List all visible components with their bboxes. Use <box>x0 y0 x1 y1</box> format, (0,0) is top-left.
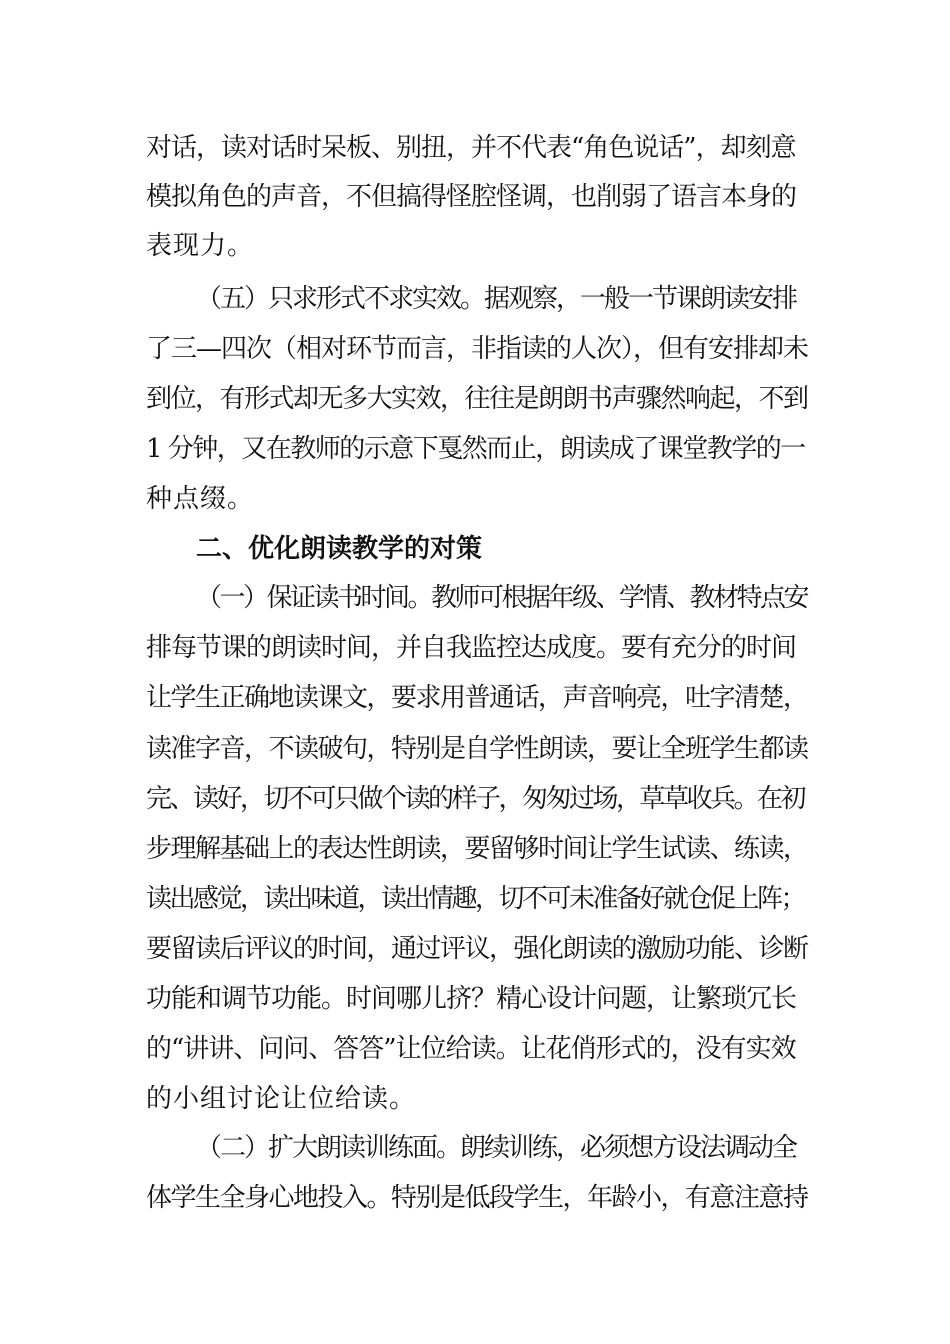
paragraph-line: 让学生正确地读课文，要求用普通话，声音响亮，吐字清楚， <box>146 683 808 713</box>
paragraph-line: 读出感觉，读出味道，读出情趣，切不可未准备好就仓促上阵； <box>146 884 805 914</box>
paragraph-line: 种点缀。 <box>146 484 255 514</box>
paragraph-line: （二）扩大朗读训练面。朗续训练，必须想方设法调动全 <box>196 1133 797 1163</box>
section-heading: 二、优化朗读教学的对策 <box>196 534 483 564</box>
paragraph-line: 了三—四次（相对环节而言，非指读的人次），但有安排却未 <box>146 334 809 364</box>
paragraph-line: 步理解基础上的表达性朗读，要留够时间让学生试读、练读， <box>146 834 808 864</box>
paragraph-line: 的小组讨论让位给读。 <box>146 1084 417 1114</box>
paragraph-line: 1 分钟，又在教师的示意下戛然而止，朗读成了课堂教学的一 <box>146 434 805 464</box>
paragraph-line: 读准字音，不读破句，特别是自学性朗读，要让全班学生都读 <box>146 734 808 764</box>
paragraph-line: 排每节课的朗读时间，并自我监控达成度。要有充分的时间 <box>146 633 797 663</box>
paragraph-line: 要留读后评议的时间，通过评议，强化朗读的激励功能、诊断 <box>146 934 808 964</box>
paragraph-line: 到位，有形式却无多大实效，往往是朗朗书声骤然响起，不到 <box>146 384 808 414</box>
paragraph-line: 模拟角色的声音，不但搞得怪腔怪调，也削弱了语言本身的 <box>146 182 797 212</box>
paragraph-line: 完、读好，切不可只做个读的样子，匆匆过场，草草收兵。在初 <box>146 784 805 814</box>
paragraph-line: 的“讲讲、问问、答答”让位给读。让花俏形式的，没有实效 <box>146 1034 796 1064</box>
paragraph-line: 对话，读对话时呆板、别扭，并不代表“角色说话”，却刻意 <box>146 133 796 163</box>
paragraph-line: 表现力。 <box>146 231 255 261</box>
paragraph-line: 体学生全身心地投入。特别是低段学生，年龄小，有意注意持 <box>146 1183 808 1213</box>
paragraph-line: （五）只求形式不求实效。据观察，一般一节课朗读安排 <box>196 284 797 314</box>
paragraph-line: （一）保证读书时间。教师可根据年级、学情、教材特点安 <box>196 583 808 613</box>
paragraph-line: 功能和调节功能。时间哪儿挤？精心设计问题，让繁琐冗长 <box>146 984 797 1014</box>
